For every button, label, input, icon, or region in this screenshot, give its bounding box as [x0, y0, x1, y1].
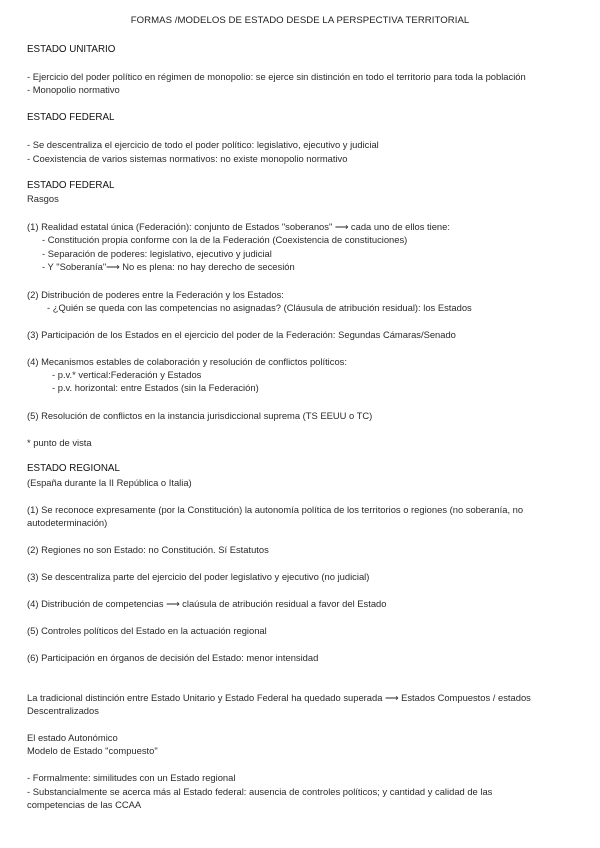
autonomico-subtitle: Modelo de Estado "compuesto" — [27, 745, 158, 756]
federal1-line-1: - Se descentraliza el ejercicio de todo el poder político: legislativo, ejecutivo y judicial — [27, 139, 379, 150]
federal-rasgo-1a: - Constitución propia conforme con la de la Federación (Coexistencia de constituciones) — [42, 234, 408, 245]
federal-rasgo-1: (1) Realidad estatal única (Federación): conjunto de Estados "soberanos" ⟶ cada uno de ellos tiene: — [27, 221, 450, 232]
regional-rasgo-5: (5) Controles políticos del Estado en la actuación regional — [27, 625, 267, 636]
federal-rasgo-2a: - ¿Quién se queda con las competencias no asignadas? (Cláusula de atribución residual): los Estados — [47, 302, 472, 313]
federal-rasgo-5: (5) Resolución de conflictos en la instancia jurisdiccional suprema (TS EEUU o TC) — [27, 410, 373, 421]
autonomico-title: El estado Autonómico — [27, 732, 118, 743]
autonomico-line-2-cont: competencias de las CCAA — [27, 799, 142, 810]
regional-rasgo-3: (3) Se descentraliza parte del ejercicio del poder legislativo y ejecutivo (no judicial) — [27, 571, 370, 582]
unitario-line-1: - Ejercicio del poder político en régimen de monopolio: se ejerce sin distinción en todo el territorio para toda la población — [27, 71, 526, 82]
unitario-line-2: - Monopolio normativo — [27, 84, 120, 95]
federal-rasgo-1c: - Y "Soberanía"⟶ No es plena: no hay derecho de secesión — [42, 261, 295, 272]
autonomico-line-1: - Formalmente: similitudes con un Estado regional — [27, 772, 236, 783]
closing-paragraph: La tradicional distinción entre Estado Unitario y Estado Federal ha quedado superada ⟶ Estados Compuestos / estados — [27, 692, 531, 703]
regional-rasgo-1: (1) Se reconoce expresamente (por la Constitución) la autonomía política de los territorios o regiones (no soberanía, no — [27, 504, 524, 515]
federal2-subheading: Rasgos — [27, 193, 59, 204]
federal-rasgo-1b: - Separación de poderes: legislativo, ejecutivo y judicial — [42, 248, 272, 259]
federal1-line-2: - Coexistencia de varios sistemas normativos: no existe monopolio normativo — [27, 153, 348, 164]
federal-rasgo-3: (3) Participación de los Estados en el ejercicio del poder de la Federación: Segundas Cámaras/Senado — [27, 329, 456, 340]
regional-rasgo-2: (2) Regiones no son Estado: no Constitución. Sí Estatutos — [27, 544, 269, 555]
regional-rasgo-6: (6) Participación en órganos de decisión del Estado: menor intensidad — [27, 652, 319, 663]
regional-subheading: (España durante la II República o Italia) — [27, 477, 192, 488]
heading-estado-federal-2: ESTADO FEDERAL — [27, 180, 115, 191]
heading-estado-regional: ESTADO REGIONAL — [27, 463, 120, 474]
regional-rasgo-1-cont: autodeterminación) — [27, 517, 108, 528]
autonomico-line-2: - Substancialmente se acerca más al Estado federal: ausencia de controles políticos; y cantidad y calidad de las — [27, 786, 493, 797]
footnote-punto-de-vista: * punto de vista — [27, 437, 92, 448]
closing-paragraph-cont: Descentralizados — [27, 705, 99, 716]
federal-rasgo-4: (4) Mecanismos estables de colaboración y resolución de conflictos políticos: — [27, 356, 347, 367]
federal-rasgo-2: (2) Distribución de poderes entre la Federación y los Estados: — [27, 289, 284, 300]
heading-estado-unitario: ESTADO UNITARIO — [27, 44, 116, 55]
federal-rasgo-4a: - p.v.* vertical:Federación y Estados — [52, 369, 202, 380]
federal-rasgo-4b: - p.v. horizontal: entre Estados (sin la Federación) — [52, 382, 259, 393]
regional-rasgo-4: (4) Distribución de competencias ⟶ claúsula de atribución residual a favor del Estado — [27, 598, 387, 609]
document-title: FORMAS /MODELOS DE ESTADO DESDE LA PERSPECTIVA TERRITORIAL — [130, 15, 470, 26]
heading-estado-federal-1: ESTADO FEDERAL — [27, 112, 115, 123]
